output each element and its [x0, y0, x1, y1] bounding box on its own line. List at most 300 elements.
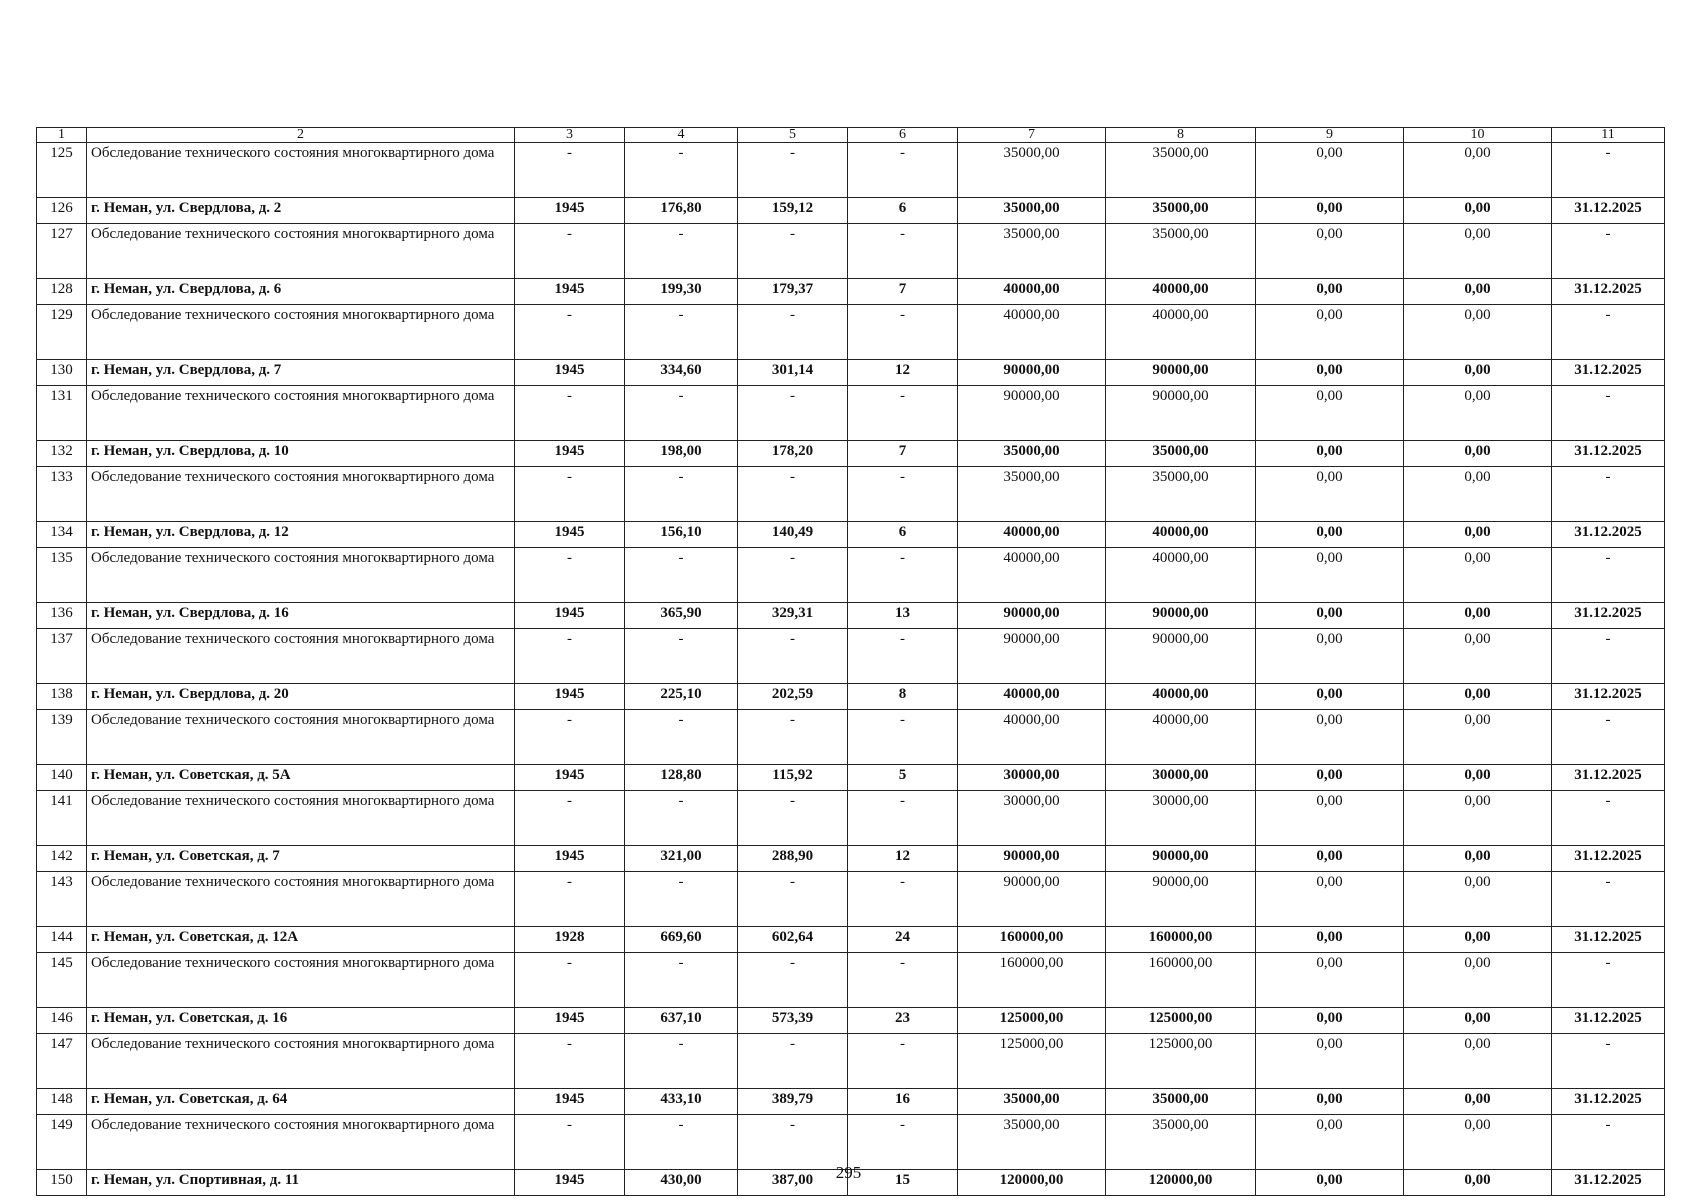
total-area-cell: -	[625, 143, 738, 198]
deadline-cell: -	[1552, 467, 1665, 522]
row-number-cell: 148	[37, 1089, 87, 1115]
total-area-cell: 669,60	[625, 927, 738, 953]
row-number-cell: 144	[37, 927, 87, 953]
row-number-cell: 138	[37, 684, 87, 710]
year-cell: -	[515, 791, 625, 846]
living-area-cell: 140,49	[738, 522, 848, 548]
total-cost-cell: 40000,00	[958, 305, 1106, 360]
header-cell: 4	[625, 128, 738, 143]
living-area-cell: 329,31	[738, 603, 848, 629]
residents-cell: -	[848, 791, 958, 846]
residents-cell: -	[848, 953, 958, 1008]
total-area-cell: 198,00	[625, 441, 738, 467]
total-cost-cell: 40000,00	[958, 522, 1106, 548]
work-schedule-table	[36, 127, 1665, 1196]
other-funds-cell: 0,00	[1404, 224, 1552, 279]
other-funds-cell: 0,00	[1404, 872, 1552, 927]
living-area-cell: -	[738, 710, 848, 765]
description-cell: Обследование технического состояния многоквартирного дома	[87, 305, 515, 360]
row-number-cell: 128	[37, 279, 87, 305]
budget-cell: 0,00	[1256, 791, 1404, 846]
header-cell: 9	[1256, 128, 1404, 143]
row-number-cell: 131	[37, 386, 87, 441]
budget-cell: 0,00	[1256, 603, 1404, 629]
deadline-cell: -	[1552, 548, 1665, 603]
living-area-cell: -	[738, 629, 848, 684]
residents-cell: 6	[848, 198, 958, 224]
year-cell: 1945	[515, 603, 625, 629]
fund-cost-cell: 90000,00	[1106, 629, 1256, 684]
address-row	[37, 198, 1665, 224]
living-area-cell: -	[738, 1034, 848, 1089]
budget-cell: 0,00	[1256, 548, 1404, 603]
total-area-cell: -	[625, 224, 738, 279]
fund-cost-cell: 40000,00	[1106, 522, 1256, 548]
deadline-cell: 31.12.2025	[1552, 927, 1665, 953]
budget-cell: 0,00	[1256, 684, 1404, 710]
year-cell: 1945	[515, 1170, 625, 1196]
deadline-cell: 31.12.2025	[1552, 441, 1665, 467]
year-cell: 1945	[515, 441, 625, 467]
description-cell: Обследование технического состояния многоквартирного дома	[87, 872, 515, 927]
total-area-cell: 176,80	[625, 198, 738, 224]
deadline-cell: -	[1552, 386, 1665, 441]
address-row	[37, 441, 1665, 467]
total-cost-cell: 35000,00	[958, 198, 1106, 224]
work-row	[37, 791, 1665, 846]
header-cell: 8	[1106, 128, 1256, 143]
header-cell: 3	[515, 128, 625, 143]
description-cell: г. Неман, ул. Свердлова, д. 20	[87, 684, 515, 710]
budget-cell: 0,00	[1256, 1115, 1404, 1170]
other-funds-cell: 0,00	[1404, 927, 1552, 953]
deadline-cell: -	[1552, 143, 1665, 198]
budget-cell: 0,00	[1256, 305, 1404, 360]
residents-cell: 15	[848, 1170, 958, 1196]
other-funds-cell: 0,00	[1404, 467, 1552, 522]
address-row	[37, 765, 1665, 791]
year-cell: 1945	[515, 765, 625, 791]
row-number-cell: 150	[37, 1170, 87, 1196]
living-area-cell: -	[738, 953, 848, 1008]
deadline-cell: -	[1552, 305, 1665, 360]
fund-cost-cell: 40000,00	[1106, 305, 1256, 360]
deadline-cell: 31.12.2025	[1552, 522, 1665, 548]
row-number-cell: 140	[37, 765, 87, 791]
budget-cell: 0,00	[1256, 710, 1404, 765]
row-number-cell: 125	[37, 143, 87, 198]
budget-cell: 0,00	[1256, 467, 1404, 522]
budget-cell: 0,00	[1256, 927, 1404, 953]
residents-cell: -	[848, 467, 958, 522]
year-cell: -	[515, 143, 625, 198]
year-cell: -	[515, 953, 625, 1008]
row-number-cell: 136	[37, 603, 87, 629]
work-row	[37, 548, 1665, 603]
fund-cost-cell: 125000,00	[1106, 1034, 1256, 1089]
description-cell: Обследование технического состояния многоквартирного дома	[87, 548, 515, 603]
residents-cell: 7	[848, 441, 958, 467]
fund-cost-cell: 160000,00	[1106, 927, 1256, 953]
total-area-cell: 334,60	[625, 360, 738, 386]
year-cell: 1945	[515, 1008, 625, 1034]
fund-cost-cell: 35000,00	[1106, 441, 1256, 467]
other-funds-cell: 0,00	[1404, 143, 1552, 198]
document-page	[36, 127, 1664, 1196]
deadline-cell: -	[1552, 710, 1665, 765]
address-row	[37, 279, 1665, 305]
header-cell: 11	[1552, 128, 1665, 143]
other-funds-cell: 0,00	[1404, 441, 1552, 467]
description-cell: г. Неман, ул. Советская, д. 12А	[87, 927, 515, 953]
other-funds-cell: 0,00	[1404, 1008, 1552, 1034]
description-cell: Обследование технического состояния многоквартирного дома	[87, 710, 515, 765]
living-area-cell: 573,39	[738, 1008, 848, 1034]
total-area-cell: -	[625, 872, 738, 927]
budget-cell: 0,00	[1256, 1008, 1404, 1034]
description-cell: Обследование технического состояния многоквартирного дома	[87, 467, 515, 522]
total-cost-cell: 90000,00	[958, 872, 1106, 927]
total-area-cell: -	[625, 548, 738, 603]
row-number-cell: 129	[37, 305, 87, 360]
total-cost-cell: 40000,00	[958, 548, 1106, 603]
total-cost-cell: 30000,00	[958, 765, 1106, 791]
living-area-cell: -	[738, 872, 848, 927]
deadline-cell: -	[1552, 1115, 1665, 1170]
deadline-cell: 31.12.2025	[1552, 684, 1665, 710]
deadline-cell: -	[1552, 872, 1665, 927]
header-cell: 7	[958, 128, 1106, 143]
fund-cost-cell: 40000,00	[1106, 279, 1256, 305]
total-area-cell: 365,90	[625, 603, 738, 629]
deadline-cell: -	[1552, 953, 1665, 1008]
fund-cost-cell: 35000,00	[1106, 1115, 1256, 1170]
budget-cell: 0,00	[1256, 1034, 1404, 1089]
address-row	[37, 360, 1665, 386]
total-area-cell: 156,10	[625, 522, 738, 548]
description-cell: г. Неман, ул. Советская, д. 5А	[87, 765, 515, 791]
total-area-cell: -	[625, 629, 738, 684]
row-number-cell: 143	[37, 872, 87, 927]
budget-cell: 0,00	[1256, 846, 1404, 872]
total-cost-cell: 40000,00	[958, 684, 1106, 710]
fund-cost-cell: 120000,00	[1106, 1170, 1256, 1196]
other-funds-cell: 0,00	[1404, 765, 1552, 791]
living-area-cell: -	[738, 143, 848, 198]
work-row	[37, 953, 1665, 1008]
work-row	[37, 224, 1665, 279]
deadline-cell: 31.12.2025	[1552, 279, 1665, 305]
row-number-cell: 139	[37, 710, 87, 765]
residents-cell: 7	[848, 279, 958, 305]
header-cell: 1	[37, 128, 87, 143]
residents-cell: -	[848, 872, 958, 927]
living-area-cell: 178,20	[738, 441, 848, 467]
fund-cost-cell: 40000,00	[1106, 710, 1256, 765]
residents-cell: 8	[848, 684, 958, 710]
fund-cost-cell: 160000,00	[1106, 953, 1256, 1008]
row-number-cell: 137	[37, 629, 87, 684]
budget-cell: 0,00	[1256, 522, 1404, 548]
total-area-cell: -	[625, 710, 738, 765]
address-row	[37, 927, 1665, 953]
living-area-cell: -	[738, 467, 848, 522]
total-cost-cell: 90000,00	[958, 386, 1106, 441]
work-row	[37, 1034, 1665, 1089]
living-area-cell: 602,64	[738, 927, 848, 953]
other-funds-cell: 0,00	[1404, 846, 1552, 872]
total-area-cell: 128,80	[625, 765, 738, 791]
total-cost-cell: 30000,00	[958, 791, 1106, 846]
header-cell: 10	[1404, 128, 1552, 143]
fund-cost-cell: 40000,00	[1106, 684, 1256, 710]
header-cell: 6	[848, 128, 958, 143]
row-number-cell: 127	[37, 224, 87, 279]
deadline-cell: 31.12.2025	[1552, 1008, 1665, 1034]
total-cost-cell: 90000,00	[958, 629, 1106, 684]
deadline-cell: -	[1552, 1034, 1665, 1089]
total-area-cell: -	[625, 791, 738, 846]
deadline-cell: 31.12.2025	[1552, 198, 1665, 224]
row-number-cell: 149	[37, 1115, 87, 1170]
description-cell: г. Неман, ул. Советская, д. 16	[87, 1008, 515, 1034]
total-area-cell: -	[625, 467, 738, 522]
living-area-cell: 115,92	[738, 765, 848, 791]
total-cost-cell: 90000,00	[958, 360, 1106, 386]
fund-cost-cell: 125000,00	[1106, 1008, 1256, 1034]
deadline-cell: -	[1552, 791, 1665, 846]
other-funds-cell: 0,00	[1404, 953, 1552, 1008]
budget-cell: 0,00	[1256, 279, 1404, 305]
total-area-cell: 225,10	[625, 684, 738, 710]
total-cost-cell: 35000,00	[958, 467, 1106, 522]
fund-cost-cell: 90000,00	[1106, 360, 1256, 386]
work-row	[37, 710, 1665, 765]
year-cell: -	[515, 629, 625, 684]
other-funds-cell: 0,00	[1404, 1115, 1552, 1170]
residents-cell: -	[848, 710, 958, 765]
fund-cost-cell: 35000,00	[1106, 143, 1256, 198]
deadline-cell: 31.12.2025	[1552, 765, 1665, 791]
work-row	[37, 143, 1665, 198]
other-funds-cell: 0,00	[1404, 548, 1552, 603]
year-cell: -	[515, 548, 625, 603]
year-cell: -	[515, 467, 625, 522]
other-funds-cell: 0,00	[1404, 360, 1552, 386]
deadline-cell: 31.12.2025	[1552, 846, 1665, 872]
year-cell: 1945	[515, 684, 625, 710]
total-cost-cell: 125000,00	[958, 1034, 1106, 1089]
year-cell: -	[515, 305, 625, 360]
living-area-cell: -	[738, 224, 848, 279]
year-cell: -	[515, 1115, 625, 1170]
description-cell: г. Неман, ул. Свердлова, д. 10	[87, 441, 515, 467]
budget-cell: 0,00	[1256, 953, 1404, 1008]
total-cost-cell: 35000,00	[958, 1115, 1106, 1170]
description-cell: Обследование технического состояния многоквартирного дома	[87, 386, 515, 441]
total-cost-cell: 90000,00	[958, 603, 1106, 629]
deadline-cell: 31.12.2025	[1552, 1089, 1665, 1115]
year-cell: -	[515, 710, 625, 765]
total-area-cell: 433,10	[625, 1089, 738, 1115]
row-number-cell: 126	[37, 198, 87, 224]
row-number-cell: 146	[37, 1008, 87, 1034]
deadline-cell: 31.12.2025	[1552, 360, 1665, 386]
fund-cost-cell: 90000,00	[1106, 603, 1256, 629]
other-funds-cell: 0,00	[1404, 629, 1552, 684]
residents-cell: 16	[848, 1089, 958, 1115]
total-area-cell: -	[625, 1115, 738, 1170]
living-area-cell: -	[738, 1115, 848, 1170]
other-funds-cell: 0,00	[1404, 386, 1552, 441]
total-area-cell: 637,10	[625, 1008, 738, 1034]
fund-cost-cell: 90000,00	[1106, 846, 1256, 872]
budget-cell: 0,00	[1256, 1089, 1404, 1115]
other-funds-cell: 0,00	[1404, 279, 1552, 305]
other-funds-cell: 0,00	[1404, 522, 1552, 548]
budget-cell: 0,00	[1256, 1170, 1404, 1196]
other-funds-cell: 0,00	[1404, 684, 1552, 710]
other-funds-cell: 0,00	[1404, 305, 1552, 360]
header-cell: 2	[87, 128, 515, 143]
address-row	[37, 1089, 1665, 1115]
work-row	[37, 386, 1665, 441]
other-funds-cell: 0,00	[1404, 710, 1552, 765]
year-cell: 1928	[515, 927, 625, 953]
living-area-cell: -	[738, 548, 848, 603]
budget-cell: 0,00	[1256, 441, 1404, 467]
address-row	[37, 684, 1665, 710]
work-row	[37, 467, 1665, 522]
living-area-cell: 202,59	[738, 684, 848, 710]
description-cell: Обследование технического состояния многоквартирного дома	[87, 629, 515, 684]
description-cell: г. Неман, ул. Свердлова, д. 12	[87, 522, 515, 548]
fund-cost-cell: 35000,00	[1106, 467, 1256, 522]
living-area-cell: 387,00	[738, 1170, 848, 1196]
description-cell: г. Неман, ул. Советская, д. 64	[87, 1089, 515, 1115]
year-cell: 1945	[515, 846, 625, 872]
description-cell: г. Неман, ул. Свердлова, д. 2	[87, 198, 515, 224]
deadline-cell: 31.12.2025	[1552, 603, 1665, 629]
description-cell: Обследование технического состояния многоквартирного дома	[87, 143, 515, 198]
address-row	[37, 603, 1665, 629]
deadline-cell: -	[1552, 224, 1665, 279]
other-funds-cell: 0,00	[1404, 1034, 1552, 1089]
budget-cell: 0,00	[1256, 765, 1404, 791]
work-row	[37, 629, 1665, 684]
address-row	[37, 846, 1665, 872]
budget-cell: 0,00	[1256, 872, 1404, 927]
budget-cell: 0,00	[1256, 224, 1404, 279]
year-cell: 1945	[515, 279, 625, 305]
row-number-cell: 133	[37, 467, 87, 522]
row-number-cell: 147	[37, 1034, 87, 1089]
living-area-cell: -	[738, 386, 848, 441]
living-area-cell: 301,14	[738, 360, 848, 386]
deadline-cell: -	[1552, 629, 1665, 684]
total-area-cell: -	[625, 953, 738, 1008]
total-cost-cell: 35000,00	[958, 1089, 1106, 1115]
residents-cell: 5	[848, 765, 958, 791]
year-cell: -	[515, 386, 625, 441]
work-row	[37, 872, 1665, 927]
row-number-cell: 142	[37, 846, 87, 872]
row-number-cell: 134	[37, 522, 87, 548]
total-area-cell: 199,30	[625, 279, 738, 305]
description-cell: Обследование технического состояния многоквартирного дома	[87, 224, 515, 279]
description-cell: Обследование технического состояния многоквартирного дома	[87, 1034, 515, 1089]
total-cost-cell: 35000,00	[958, 441, 1106, 467]
row-number-cell: 135	[37, 548, 87, 603]
fund-cost-cell: 30000,00	[1106, 765, 1256, 791]
total-cost-cell: 125000,00	[958, 1008, 1106, 1034]
column-number-row	[37, 128, 1665, 143]
fund-cost-cell: 90000,00	[1106, 386, 1256, 441]
description-cell: г. Неман, ул. Спортивная, д. 11	[87, 1170, 515, 1196]
budget-cell: 0,00	[1256, 198, 1404, 224]
year-cell: -	[515, 224, 625, 279]
living-area-cell: 389,79	[738, 1089, 848, 1115]
residents-cell: 23	[848, 1008, 958, 1034]
fund-cost-cell: 35000,00	[1106, 1089, 1256, 1115]
other-funds-cell: 0,00	[1404, 1089, 1552, 1115]
residents-cell: -	[848, 629, 958, 684]
residents-cell: -	[848, 305, 958, 360]
year-cell: 1945	[515, 198, 625, 224]
row-number-cell: 145	[37, 953, 87, 1008]
description-cell: Обследование технического состояния многоквартирного дома	[87, 1115, 515, 1170]
year-cell: 1945	[515, 360, 625, 386]
address-row	[37, 522, 1665, 548]
total-cost-cell: 120000,00	[958, 1170, 1106, 1196]
residents-cell: -	[848, 224, 958, 279]
total-area-cell: 430,00	[625, 1170, 738, 1196]
other-funds-cell: 0,00	[1404, 791, 1552, 846]
total-cost-cell: 35000,00	[958, 143, 1106, 198]
year-cell: 1945	[515, 1089, 625, 1115]
table-body	[37, 128, 1665, 1196]
year-cell: -	[515, 872, 625, 927]
fund-cost-cell: 40000,00	[1106, 548, 1256, 603]
description-cell: г. Неман, ул. Свердлова, д. 7	[87, 360, 515, 386]
budget-cell: 0,00	[1256, 360, 1404, 386]
total-area-cell: -	[625, 1034, 738, 1089]
residents-cell: 24	[848, 927, 958, 953]
description-cell: г. Неман, ул. Свердлова, д. 6	[87, 279, 515, 305]
total-cost-cell: 90000,00	[958, 846, 1106, 872]
fund-cost-cell: 90000,00	[1106, 872, 1256, 927]
total-cost-cell: 160000,00	[958, 927, 1106, 953]
total-cost-cell: 40000,00	[958, 279, 1106, 305]
residents-cell: -	[848, 1034, 958, 1089]
residents-cell: -	[848, 1115, 958, 1170]
description-cell: г. Неман, ул. Советская, д. 7	[87, 846, 515, 872]
residents-cell: 12	[848, 846, 958, 872]
header-cell: 5	[738, 128, 848, 143]
budget-cell: 0,00	[1256, 386, 1404, 441]
total-cost-cell: 40000,00	[958, 710, 1106, 765]
residents-cell: -	[848, 548, 958, 603]
description-cell: г. Неман, ул. Свердлова, д. 16	[87, 603, 515, 629]
residents-cell: -	[848, 386, 958, 441]
row-number-cell: 141	[37, 791, 87, 846]
living-area-cell: -	[738, 791, 848, 846]
residents-cell: 13	[848, 603, 958, 629]
living-area-cell: 179,37	[738, 279, 848, 305]
address-row	[37, 1008, 1665, 1034]
description-cell: Обследование технического состояния многоквартирного дома	[87, 791, 515, 846]
total-cost-cell: 35000,00	[958, 224, 1106, 279]
